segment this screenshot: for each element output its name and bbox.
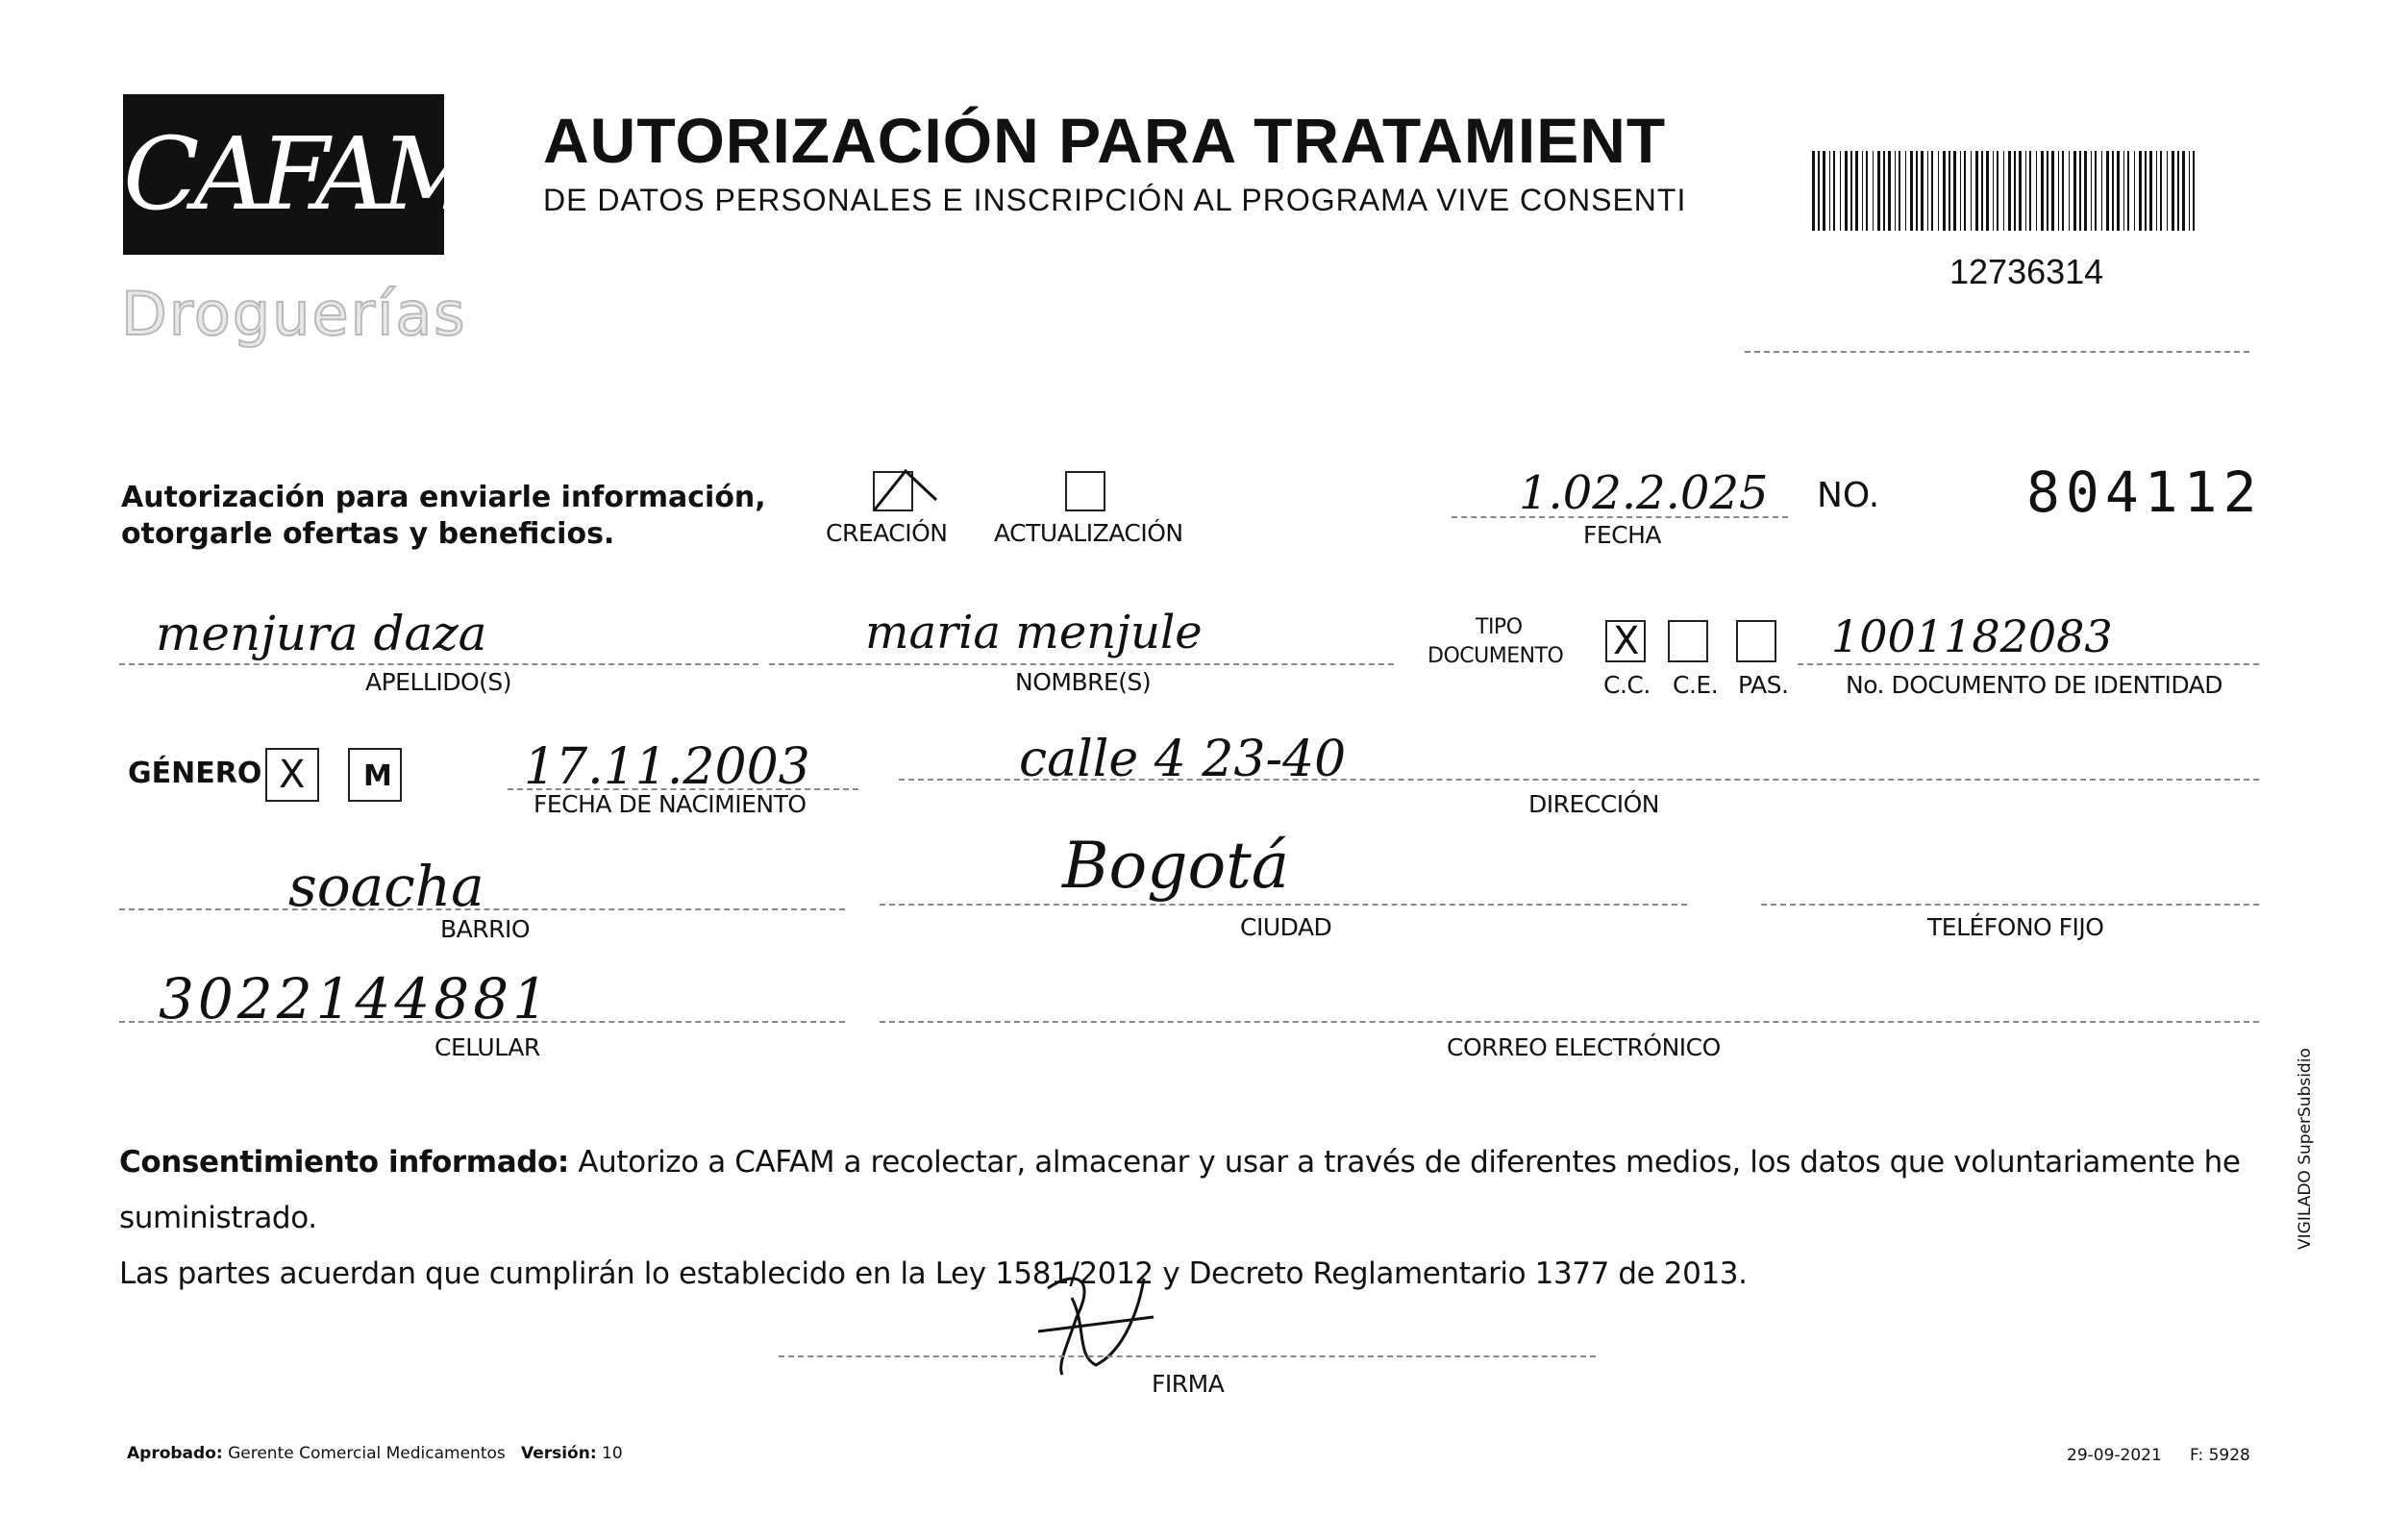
barcode-bar <box>2139 151 2142 231</box>
documento-line[interactable] <box>1798 663 2259 665</box>
barcode-bar <box>1960 151 1961 231</box>
barcode-bar <box>1818 151 1820 231</box>
correo-line[interactable] <box>880 1021 2259 1023</box>
consent-line-1 <box>119 1134 2272 1246</box>
nacimiento-value: 17.11.2003 <box>524 738 810 796</box>
celular-value: 3022144881 <box>159 966 553 1031</box>
nombres-label: NOMBRE(S) <box>1015 668 1152 696</box>
creacion-label: CREACIÓN <box>826 519 948 547</box>
barcode-bar <box>2095 151 2097 231</box>
celular-line[interactable] <box>119 1021 845 1023</box>
barcode-bar <box>1927 151 1928 231</box>
consent-text-1: Autorizo a CAFAM a recolectar, almacenar y usar a través de diferentes medios, los datos que voluntariamente he suministrado. <box>119 1145 2241 1235</box>
cafam-logo: CAFAM <box>123 115 479 233</box>
check-mark-icon <box>871 465 938 513</box>
barcode-bar <box>1877 151 1880 231</box>
barcode-bar <box>2123 151 2124 231</box>
barcode-bar <box>2029 151 2031 231</box>
barcode-bar <box>2003 151 2004 231</box>
apellidos-line[interactable] <box>119 663 758 665</box>
fecha-line[interactable] <box>1452 516 1788 518</box>
barcode-bar <box>1888 151 1891 231</box>
version-label: Versión: <box>520 1444 597 1463</box>
version-value: 10 <box>602 1444 623 1463</box>
authorization-text-1: Autorización para enviarle información, <box>121 481 766 514</box>
barcode-bar <box>2189 151 2190 231</box>
barcode-bar <box>1949 151 1950 231</box>
barcode-bar <box>1997 151 1998 231</box>
barcode-bar <box>1975 151 1978 231</box>
barcode-bar <box>2036 151 2037 231</box>
barcode-number: 12736314 <box>1949 252 2104 291</box>
ce-label: C.E. <box>1673 671 1719 699</box>
consent-paragraph <box>119 1134 2272 1302</box>
barcode-bar <box>1993 151 1994 231</box>
barcode-bar <box>2127 151 2129 231</box>
genero-m-label: M <box>363 759 392 793</box>
ce-checkbox[interactable] <box>1668 620 1708 662</box>
barcode-bar <box>1943 151 1946 231</box>
footer-approval <box>127 1444 623 1463</box>
barcode-bar <box>1910 151 1913 231</box>
pas-label: PAS. <box>1738 671 1789 699</box>
barcode-bar <box>2014 151 2016 231</box>
barcode-bar <box>1931 151 1933 231</box>
barcode-icon <box>1812 151 2201 231</box>
barcode-bar <box>2149 151 2152 231</box>
consent-heading: Consentimiento informado: <box>119 1145 569 1180</box>
genero-label: GÉNERO <box>128 757 262 790</box>
barcode-bar <box>1840 151 1841 231</box>
celular-label: CELULAR <box>434 1033 540 1061</box>
barcode-bar <box>2019 151 2022 231</box>
genero-f-mark: X <box>279 753 306 797</box>
barcode-bar <box>1873 151 1874 231</box>
direccion-value: calle 4 23-40 <box>1019 731 1347 788</box>
barcode-bar <box>1938 151 1939 231</box>
barcode-bar <box>2156 151 2157 231</box>
barcode-bar <box>2101 151 2102 231</box>
telefono-label: TELÉFONO FIJO <box>1927 913 2104 941</box>
barcode-bar <box>1823 151 1825 231</box>
no-label: NO. <box>1817 476 1880 515</box>
barrio-value: soacha <box>288 854 484 919</box>
genero-m-checkbox[interactable] <box>348 748 402 802</box>
fecha-value: 1.02.2.025 <box>1519 466 1769 520</box>
barcode-bar <box>1895 151 1896 231</box>
correo-label: CORREO ELECTRÓNICO <box>1447 1033 1721 1061</box>
barcode-bar <box>1812 151 1815 231</box>
creacion-checkbox[interactable] <box>873 471 913 511</box>
barcode-bar <box>1829 151 1830 231</box>
barcode-bar <box>1905 151 1906 231</box>
barcode-bar <box>1971 151 1972 231</box>
barcode-bar <box>2047 151 2048 231</box>
nombres-value: maria menjule <box>865 606 1203 659</box>
barcode-bar <box>1921 151 1924 231</box>
barcode-bar <box>1899 151 1900 231</box>
barcode-bar <box>2041 151 2044 231</box>
document-subtitle: DE DATOS PERSONALES E INSCRIPCIÓN AL PROGRAMA VIVE CONSENTI <box>543 183 1687 217</box>
barcode-bar <box>2084 151 2087 231</box>
document-title: AUTORIZACIÓN PARA TRATAMIENT <box>543 105 1667 176</box>
nombres-line[interactable] <box>769 663 1394 665</box>
documento-value: 1001182083 <box>1831 610 2113 662</box>
barrio-label: BARRIO <box>440 915 531 943</box>
barcode-bar <box>2106 151 2109 231</box>
barcode-bar <box>1833 151 1835 231</box>
ciudad-label: CIUDAD <box>1240 913 1332 941</box>
barrio-line[interactable] <box>119 908 845 910</box>
actualizacion-checkbox[interactable] <box>1065 471 1105 511</box>
aprobado-value: Gerente Comercial Medicamentos <box>228 1444 506 1463</box>
barcode-bar <box>1964 151 1966 231</box>
header-divider <box>1745 351 2249 353</box>
genero-f-checkbox[interactable] <box>265 748 319 802</box>
barcode-bar <box>1981 151 1983 231</box>
documento-type-label: DOCUMENTO <box>1427 644 1564 668</box>
barcode-bar <box>2058 151 2059 231</box>
apellidos-value: menjura daza <box>156 606 487 661</box>
supersubsidio-vertical-text: VIGILADO SuperSubsidio <box>2296 1048 2315 1250</box>
barcode-bar <box>2193 151 2195 231</box>
barcode-bar <box>2091 151 2092 231</box>
documento-label: No. DOCUMENTO DE IDENTIDAD <box>1846 671 2223 699</box>
barcode-bar <box>2073 151 2076 231</box>
barcode-bar <box>1862 151 1863 231</box>
firma-line[interactable] <box>779 1355 1596 1357</box>
barcode-bar <box>2008 151 2011 231</box>
form-number: 804112 <box>2026 460 2263 525</box>
barcode-bar <box>2167 151 2168 231</box>
cc-label: C.C. <box>1603 671 1651 699</box>
ciudad-line[interactable] <box>880 904 1687 906</box>
consent-text-2: Las partes acuerdan que cumplirán lo establecido en la Ley 1581/2012 y Decreto Reglamentario 1377 de 2013. <box>119 1256 1748 1291</box>
direccion-label: DIRECCIÓN <box>1528 790 1659 818</box>
cc-mark: X <box>1613 619 1640 663</box>
ciudad-value: Bogotá <box>1062 829 1290 903</box>
footer-date: 29-09-2021 <box>2067 1446 2162 1465</box>
apellidos-label: APELLIDO(S) <box>365 668 512 696</box>
firma-label: FIRMA <box>1152 1370 1225 1398</box>
barcode-bar <box>1855 151 1858 231</box>
barcode-bar <box>1883 151 1885 231</box>
barcode-bar <box>2112 151 2114 231</box>
barcode-bar <box>2177 151 2179 231</box>
barcode-bar <box>2079 151 2081 231</box>
barcode-bar <box>2069 151 2070 231</box>
barcode-bar <box>2160 151 2162 231</box>
footer-form-code: F: 5928 <box>2190 1446 2250 1465</box>
barcode-bar <box>1845 151 1848 231</box>
barcode-bar <box>2051 151 2054 231</box>
actualizacion-label: ACTUALIZACIÓN <box>994 519 1183 547</box>
barcode-bar <box>1850 151 1852 231</box>
authorization-text-2: otorgarle ofertas y beneficios. <box>121 517 615 551</box>
cc-checkbox[interactable] <box>1605 620 1646 662</box>
aprobado-label: Aprobado: <box>127 1444 223 1463</box>
barcode-bar <box>1953 151 1956 231</box>
barcode-bar <box>2172 151 2174 231</box>
telefono-line[interactable] <box>1761 904 2259 906</box>
barcode-bar <box>2025 151 2026 231</box>
barcode-bar <box>2062 151 2064 231</box>
barcode-bar <box>2134 151 2135 231</box>
barcode-bar <box>1916 151 1918 231</box>
fecha-label: FECHA <box>1583 521 1662 549</box>
barcode-bar <box>2182 151 2185 231</box>
barcode-bar <box>1986 151 1989 231</box>
tipo-label: TIPO <box>1476 615 1523 639</box>
pas-checkbox[interactable] <box>1736 620 1776 662</box>
direccion-line[interactable] <box>899 779 2259 781</box>
barcode-bar <box>1866 151 1868 231</box>
barcode-bar <box>2117 151 2120 231</box>
barcode-bar <box>2145 151 2147 231</box>
droguerias-wordmark: Droguerías <box>121 279 467 349</box>
nacimiento-label: FECHA DE NACIMIENTO <box>534 790 807 818</box>
